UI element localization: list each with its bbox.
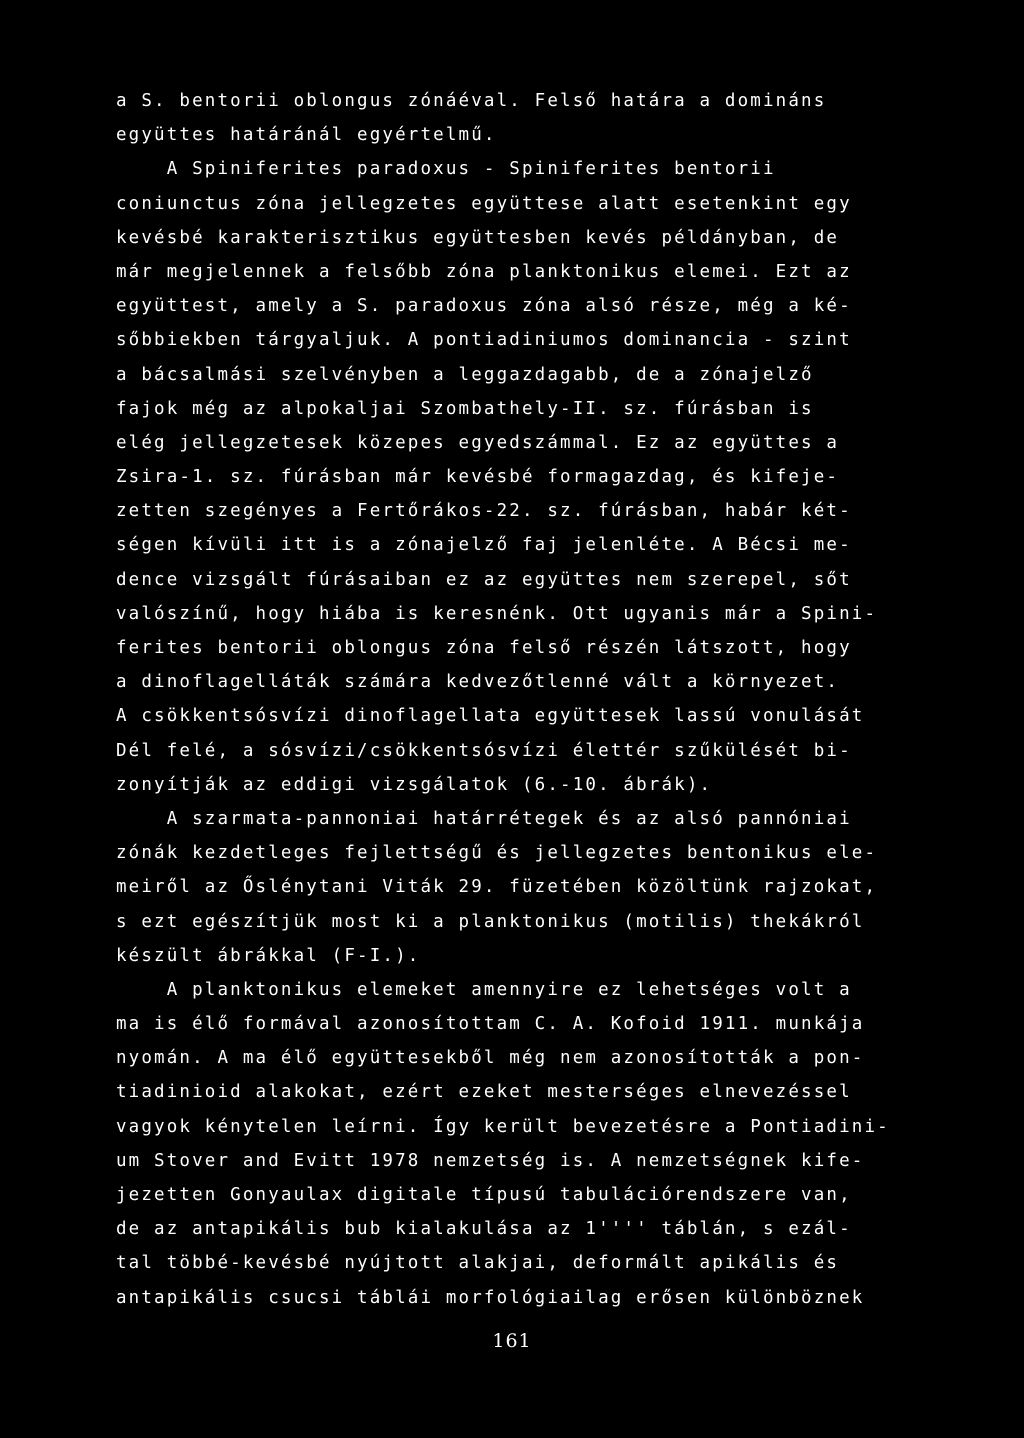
text-line: együttest, amely a S. paradoxus zóna alsó része, még a ké- xyxy=(116,296,852,317)
text-line: tiadinioid alakokat, ezért ezeket mesterséges elnevezéssel xyxy=(116,1082,852,1103)
text-line: A Spiniferites paradoxus - Spiniferites bentorii xyxy=(116,159,776,180)
text-line: A planktonikus elemeket amennyire ez lehetséges volt a xyxy=(116,979,852,1000)
text-line: valószínű, hogy hiába is keresnénk. Ott ugyanis már a Spini- xyxy=(116,603,878,624)
text-line: de az antapikális bub kialakulása az 1'''' táblán, s ezál- xyxy=(116,1219,852,1240)
text-line: A csökkentsósvízi dinoflagellata együttesek lassú vonulását xyxy=(116,706,865,727)
text-line: készült ábrákkal (F-I.). xyxy=(116,945,421,966)
text-line: antapikális csucsi táblái morfológiailag erősen különböznek xyxy=(116,1287,865,1308)
text-line: meiről az Őslénytani Viták 29. füzetében közöltünk rajzokat, xyxy=(116,877,878,898)
text-line: dence vizsgált fúrásaiban ez az együttes nem szerepel, sőt xyxy=(116,569,852,590)
text-line: már megjelennek a felsőbb zóna planktonikus elemei. Ezt az xyxy=(116,261,852,282)
text-line: zonyítják az eddigi vizsgálatok (6.-10. ábrák). xyxy=(116,774,713,795)
text-line: a bácsalmási szelvényben a leggazdagabb, de a zónajelző xyxy=(116,364,814,385)
text-line: kevésbé karakterisztikus együttesben kevés példányban, de xyxy=(116,227,840,248)
text-line: sőbbiekben tárgyaljuk. A pontiadiniumos dominancia - szint xyxy=(116,330,852,351)
text-line: nyomán. A ma élő együttesekből még nem azonosították a pon- xyxy=(116,1048,865,1069)
text-line: vagyok kénytelen leírni. Így került bevezetésre a Pontiadini- xyxy=(116,1116,890,1137)
text-line: um Stover and Evitt 1978 nemzetség is. A nemzetségnek kife- xyxy=(116,1150,865,1171)
text-line: Dél felé, a sósvízi/csökkentsósvízi élettér szűkülését bi- xyxy=(116,740,852,761)
text-line: a S. bentorii oblongus zónáéval. Felső határa a domináns xyxy=(116,91,827,111)
text-line: együttes határánál egyértelmű. xyxy=(116,125,497,146)
body-text xyxy=(116,84,956,1315)
text-line: zetten szegényes a Fertőrákos-22. sz. fúrásban, habár két- xyxy=(116,501,852,522)
text-line: A szarmata-pannoniai határrétegek és az alsó pannóniai xyxy=(116,808,852,829)
text-line: jezetten Gonyaulax digitale típusú tabulációrendszere van, xyxy=(116,1185,852,1205)
page-number: 161 xyxy=(492,1330,532,1352)
text-line: Zsira-1. sz. fúrásban már kevésbé formagazdag, és kifeje- xyxy=(116,467,840,488)
text-line: fajok még az alpokaljai Szombathely-II. sz. fúrásban is xyxy=(116,398,814,419)
text-line: elég jellegzetesek közepes egyedszámmal. Ez az együttes a xyxy=(116,432,840,453)
text-line: tal többé-kevésbé nyújtott alakjai, deformált apikális és xyxy=(116,1253,840,1274)
text-line: ferites bentorii oblongus zóna felső részén látszott, hogy xyxy=(116,638,852,658)
text-line: a dinoflagelláták számára kedvezőtlenné vált a környezet. xyxy=(116,672,840,693)
text-line: ma is élő formával azonosítottam C. A. Kofoid 1911. munkája xyxy=(116,1014,865,1035)
text-line: zónák kezdetleges fejlettségű és jellegzetes bentonikus ele- xyxy=(116,843,878,864)
text-line: s ezt egészítjük most ki a planktonikus (motilis) thekákról xyxy=(116,911,865,932)
text-line: coniunctus zóna jellegzetes együttese alatt esetenkint egy xyxy=(116,193,852,214)
text-line: ségen kívüli itt is a zónajelző faj jelenléte. A Bécsi me- xyxy=(116,535,852,556)
